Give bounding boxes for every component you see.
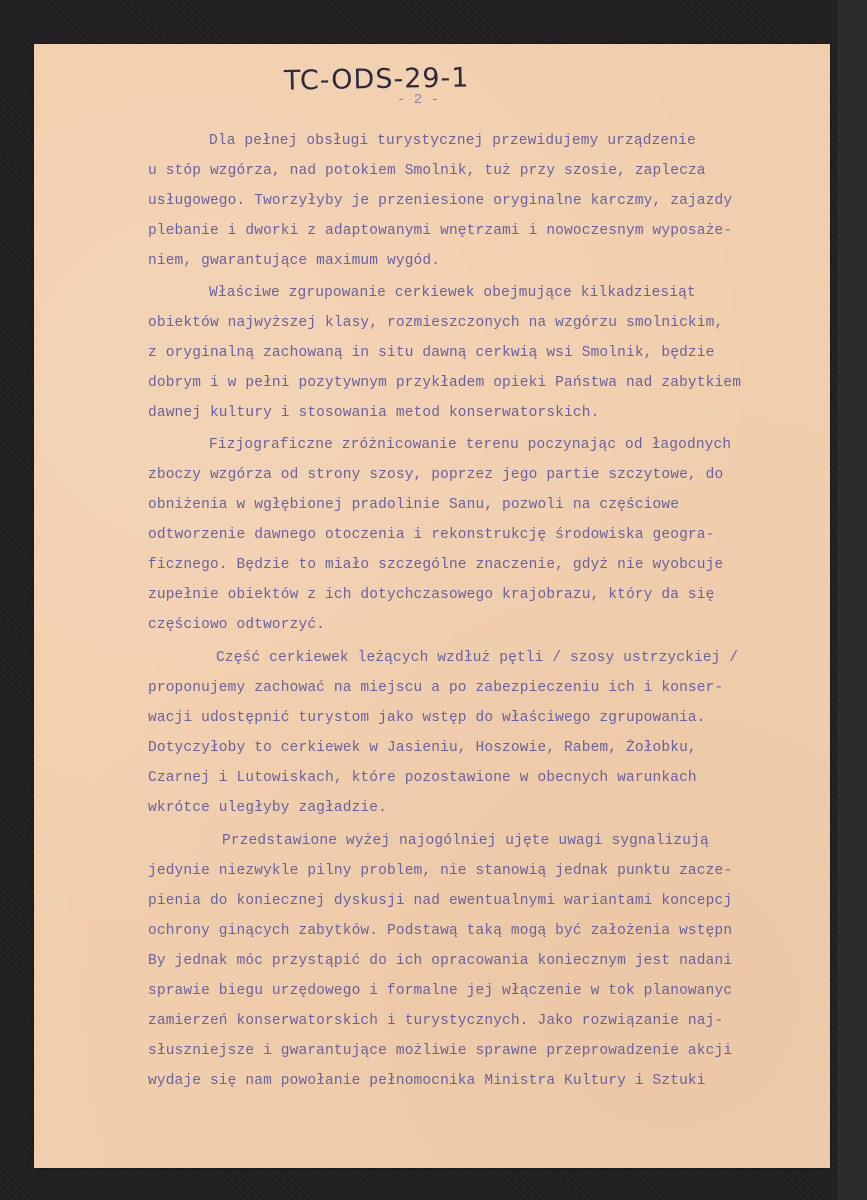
text-line: dobrym i w pełni pozytywnym przykładem opieki Państwa nad zabytkiem bbox=[148, 375, 742, 391]
text-line: Dotyczyłoby to cerkiewek w Jasieniu, Hoszowie, Rabem, Żołobku, bbox=[148, 740, 697, 756]
typewritten-text bbox=[34, 44, 830, 1168]
text-line: Fizjograficzne zróżnicowanie terenu poczynając od łagodnych bbox=[209, 437, 732, 453]
text-line: Czarnej i Lutowiskach, które pozostawione w obecnych warunkach bbox=[148, 770, 697, 786]
text-line: niem, gwarantujące maximum wygód. bbox=[148, 253, 441, 269]
text-line: pienia do koniecznej dyskusji nad ewentualnymi wariantami koncepcj bbox=[148, 893, 733, 909]
viewer-edge bbox=[838, 0, 867, 1200]
text-line: odtworzenie dawnego otoczenia i rekonstrukcję środowiska geogra- bbox=[148, 527, 715, 543]
text-line: Część cerkiewek leżących wzdłuż pętli / szosy ustrzyckiej / bbox=[216, 650, 739, 666]
text-line: plebanie i dworki z adaptowanymi wnętrzami i nowoczesnym wyposaże- bbox=[148, 223, 733, 239]
archive-signature: TC-ODS-29-1 bbox=[283, 62, 470, 97]
text-line: ficznego. Będzie to miało szczególne znaczenie, gdyż nie wyobcuje bbox=[148, 557, 724, 573]
text-line: wacji udostępnić turystom jako wstęp do właściwego zgrupowania. bbox=[148, 710, 706, 726]
text-line: usługowego. Tworzyłyby je przeniesione oryginalne karczmy, zajazdy bbox=[148, 193, 733, 209]
text-line: ochrony ginących zabytków. Podstawą taką mogą być założenia wstępn bbox=[148, 923, 733, 939]
document-page bbox=[34, 44, 830, 1168]
text-line: słuszniejsze i gwarantujące możliwie sprawne przeprowadzenie akcji bbox=[148, 1043, 733, 1059]
text-line: Dla pełnej obsługi turystycznej przewidujemy urządzenie bbox=[209, 133, 696, 149]
text-line: obniżenia w wgłębionej pradolinie Sanu, pozwoli na częściowe bbox=[148, 497, 680, 513]
text-line: wkrótce uległyby zagładzie. bbox=[148, 800, 387, 816]
text-line: zamierzeń konserwatorskich i turystycznych. Jako rozwiązanie naj- bbox=[148, 1013, 724, 1029]
text-line: zupełnie obiektów z ich dotychczasowego krajobrazu, który da się bbox=[148, 587, 715, 603]
text-line: Właściwe zgrupowanie cerkiewek obejmujące kilkadziesiąt bbox=[209, 285, 696, 301]
text-line: By jednak móc przystąpić do ich opracowania koniecznym jest nadani bbox=[148, 953, 733, 969]
text-line: sprawie biegu urzędowego i formalne jej włączenie w tok planowanyc bbox=[148, 983, 733, 999]
text-line: u stóp wzgórza, nad potokiem Smolnik, tuż przy szosie, zaplecza bbox=[148, 163, 706, 179]
page-number: - 2 - bbox=[397, 92, 440, 108]
text-line: dawnej kultury i stosowania metod konserwatorskich. bbox=[148, 405, 600, 421]
text-line: Przedstawione wyżej najogólniej ujęte uwagi sygnalizują bbox=[222, 833, 709, 849]
text-line: zboczy wzgórza od strony szosy, poprzez jego partie szczytowe, do bbox=[148, 467, 724, 483]
text-line: proponujemy zachować na miejscu a po zabezpieczeniu ich i konser- bbox=[148, 680, 724, 696]
text-line: z oryginalną zachowaną in situ dawną cerkwią wsi Smolnik, będzie bbox=[148, 345, 715, 361]
text-line: jedynie niezwykle pilny problem, nie stanowią jednak punktu zacze- bbox=[148, 863, 733, 879]
text-line: wydaje się nam powołanie pełnomocnika Ministra Kultury i Sztuki bbox=[148, 1073, 706, 1089]
text-line: obiektów najwyższej klasy, rozmieszczonych na wzgórzu smolnickim, bbox=[148, 315, 724, 331]
text-line: częściowo odtworzyć. bbox=[148, 617, 326, 633]
